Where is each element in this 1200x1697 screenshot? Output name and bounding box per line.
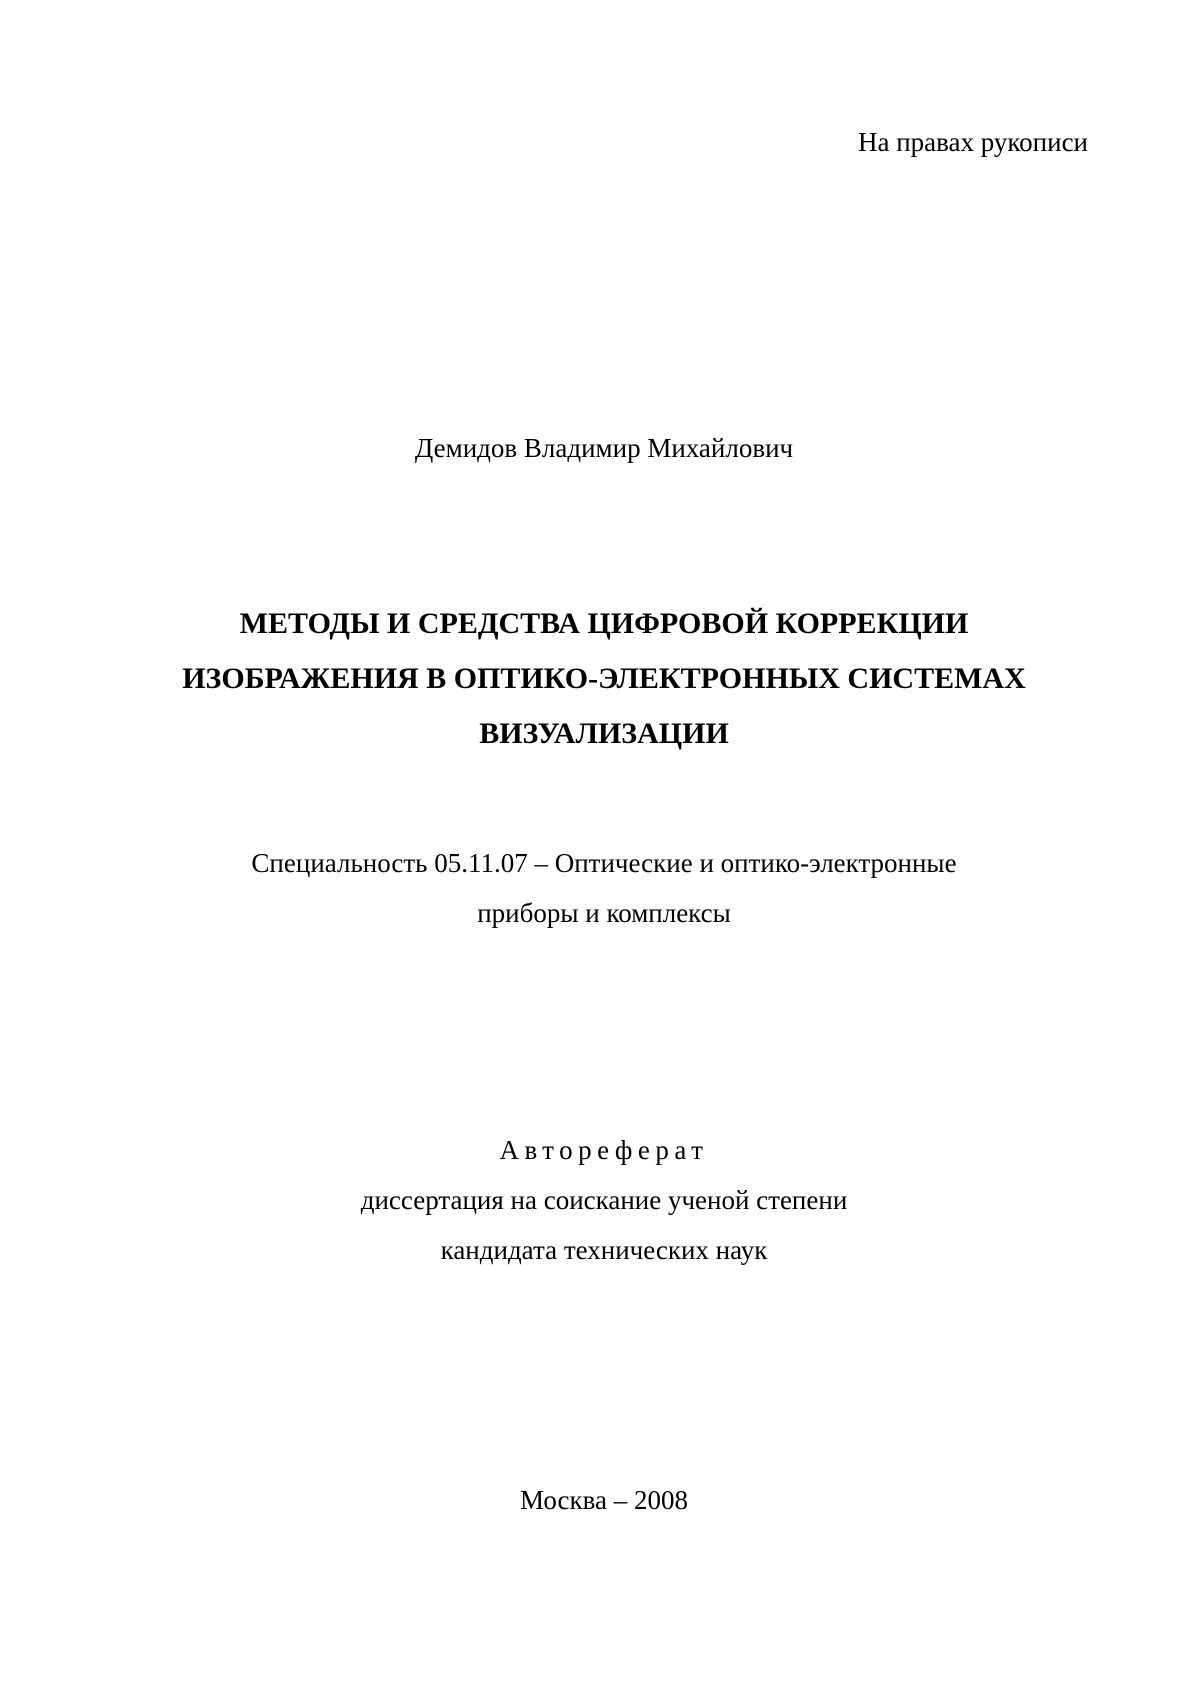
title-line: ВИЗУАЛИЗАЦИИ <box>479 717 729 750</box>
city-year: Москва – 2008 <box>520 1485 688 1515</box>
title-line: ИЗОБРАЖЕНИЯ В ОПТИКО-ЭЛЕКТРОННЫХ СИСТЕМАХ <box>182 662 1026 695</box>
manuscript-rights-note: На правах рукописи <box>857 127 1088 157</box>
abstract-heading: Автореферат <box>499 1135 709 1165</box>
abstract-info <box>0 1125 1200 1275</box>
author-name: Демидов Владимир Михайлович <box>414 433 794 463</box>
specialty-line: приборы и комплексы <box>477 898 731 928</box>
specialty-line: Специальность 05.11.07 – Оптические и оптико-электронные <box>251 848 957 878</box>
specialty-info <box>0 838 1200 938</box>
degree-line: диссертация на соискание ученой степени <box>360 1185 848 1215</box>
dissertation-title <box>0 596 1200 761</box>
title-line: МЕТОДЫ И СРЕДСТВА ЦИФРОВОЙ КОРРЕКЦИИ <box>239 607 969 640</box>
degree-line: кандидата технических наук <box>440 1235 768 1265</box>
